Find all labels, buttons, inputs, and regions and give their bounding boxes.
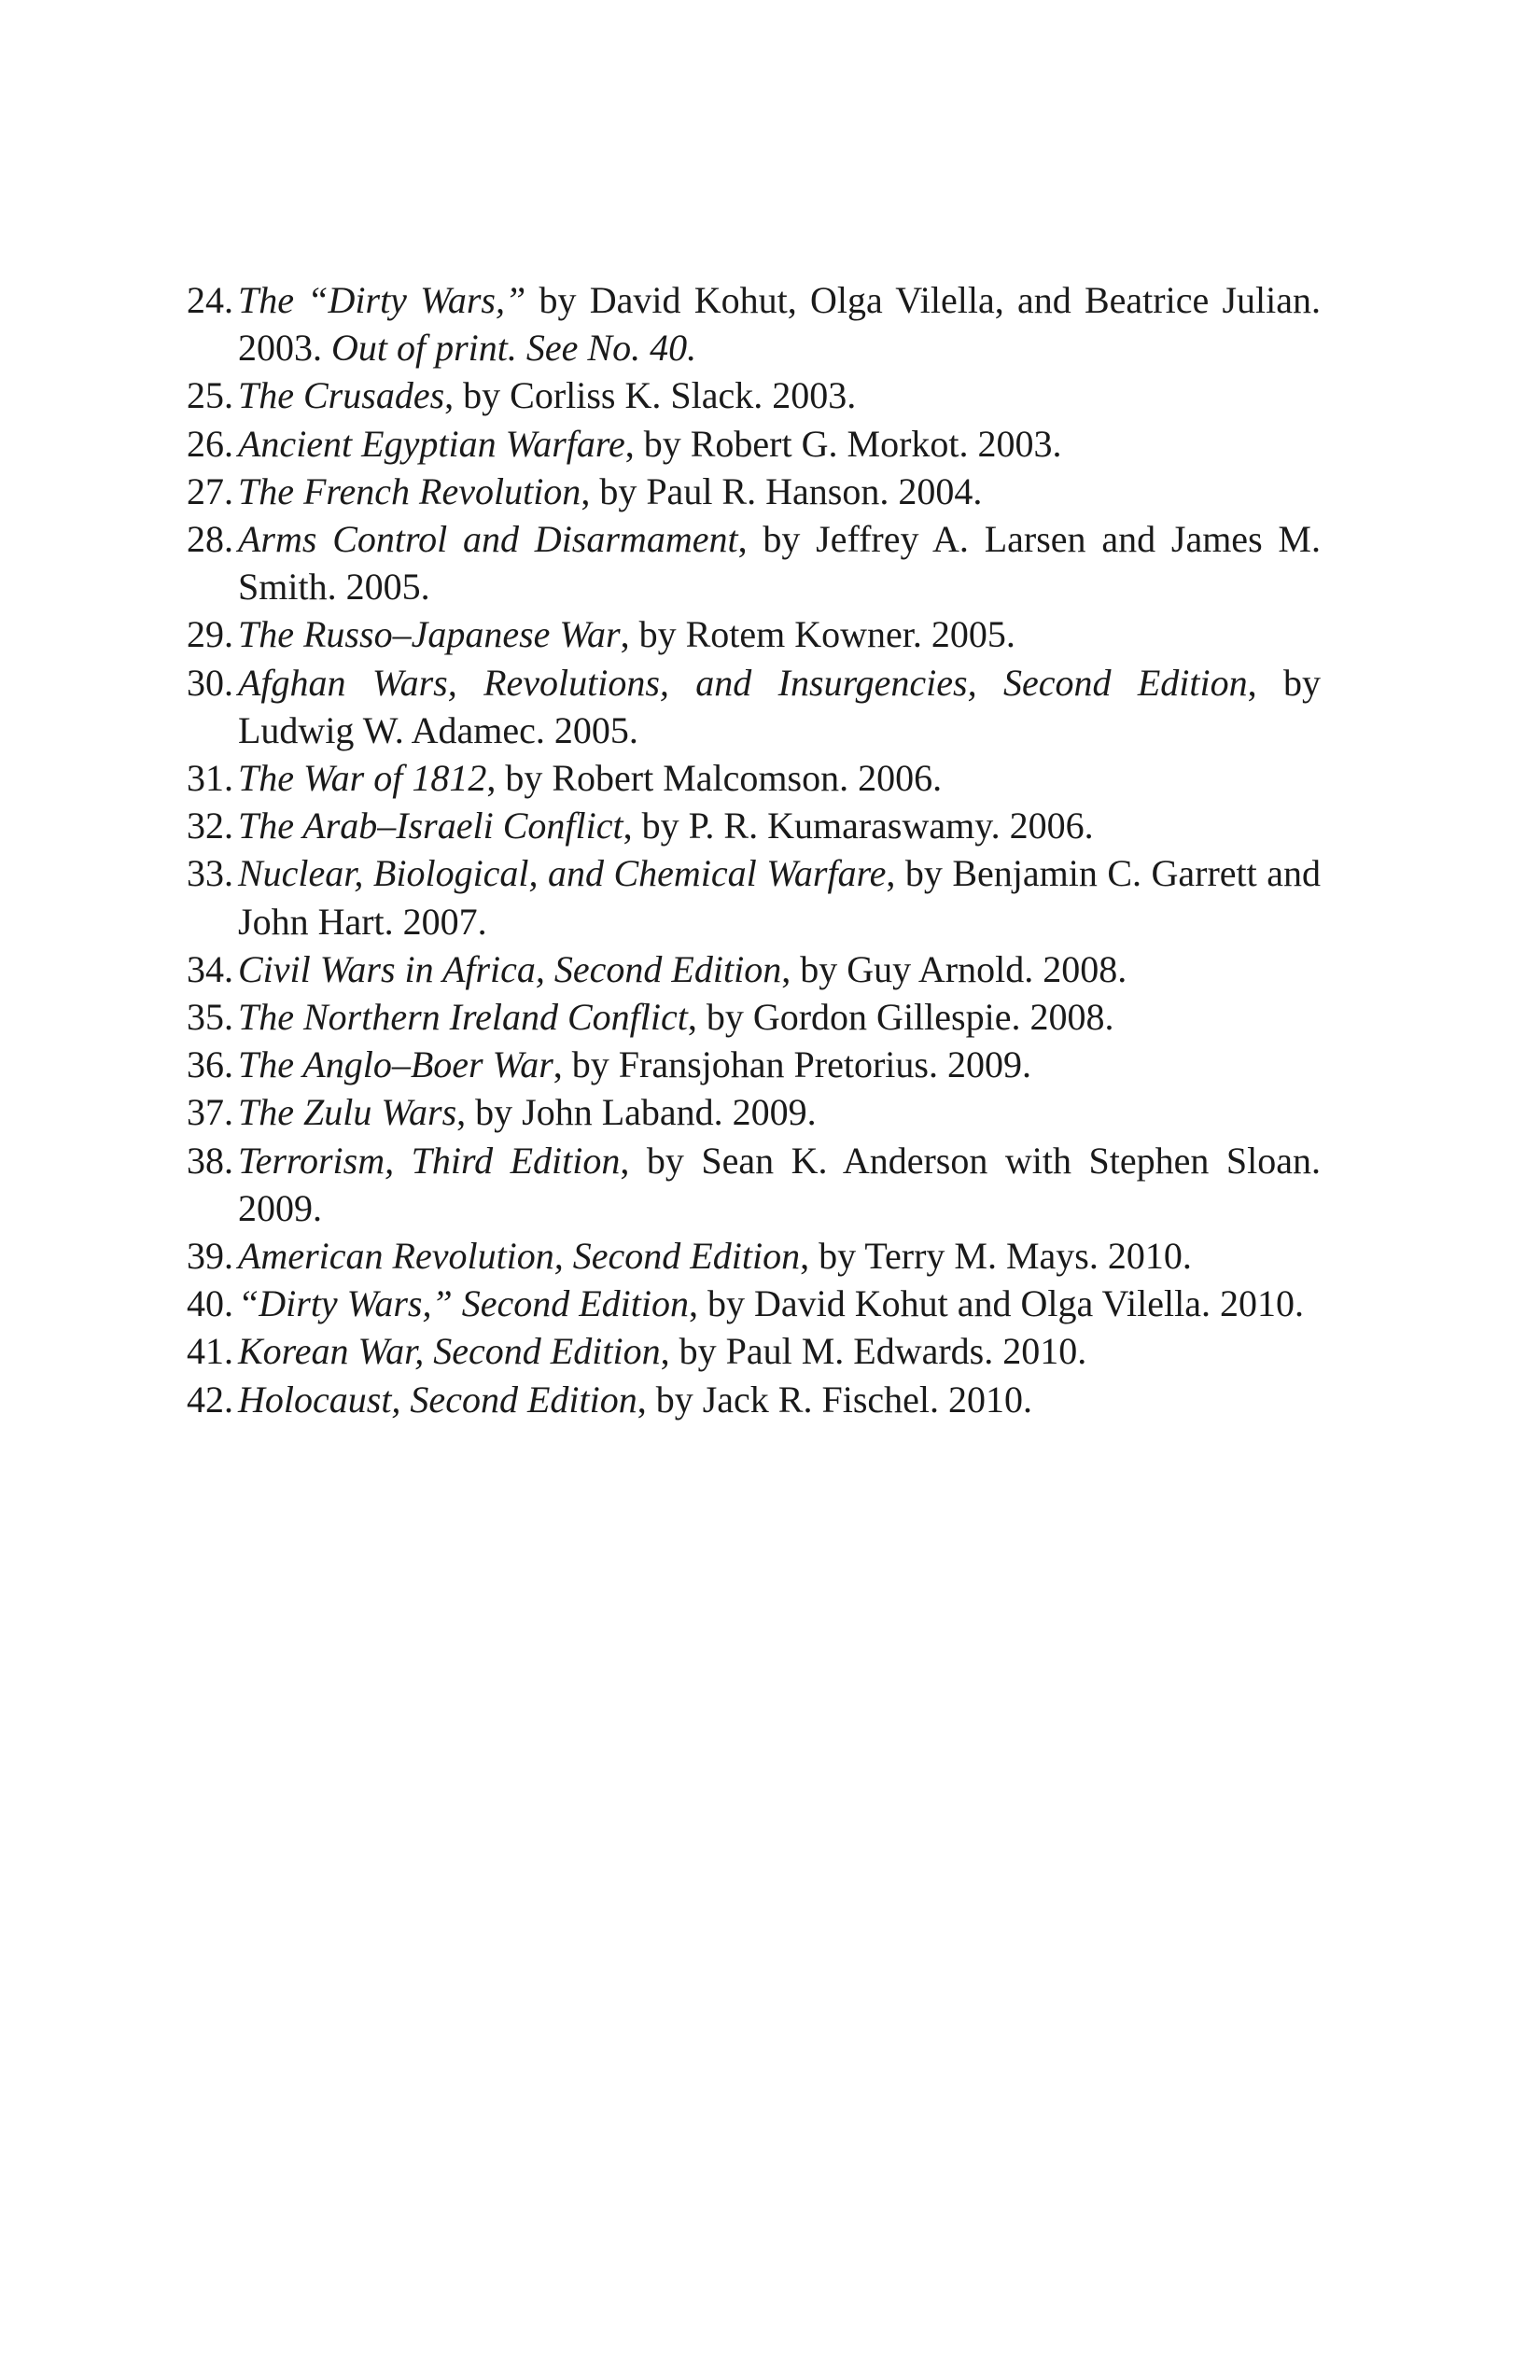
list-item [187,1327,1321,1375]
entry-number: 40. [187,1282,233,1325]
entry-title: The Russo–Japanese War [238,613,621,656]
list-item [187,1280,1321,1327]
entry-number: 26. [187,422,233,465]
list-item [187,1137,1321,1232]
series-list [187,276,1321,1423]
list-item [187,1376,1321,1423]
entry-number: 28. [187,518,233,561]
entry-details: , by Paul R. Hanson. 2004. [581,469,983,512]
list-item [187,945,1321,993]
list-item [187,849,1321,945]
entry-title: The Arab–Israeli Conflict [238,805,623,847]
entry-details: , by Guy Arnold. 2008. [781,947,1127,990]
entry-number: 38. [187,1139,233,1182]
entry-number: 34. [187,947,233,990]
entry-note: Out of print. See No. 40. [331,327,697,370]
entry-number: 32. [187,805,233,847]
entry-details: , by Ludwig W. Adamec. 2005. [238,661,1321,751]
entry-title: Nuclear, Biological, and Chemical Warfare [238,852,887,895]
entry-details: , by Benjamin C. Garrett and John Hart. 2007. [238,852,1321,943]
entry-details: , by Sean K. Anderson with Stephen Sloan. 2009. [238,1139,1321,1229]
entry-title: The “Dirty Wars,” [238,279,526,321]
list-item [187,659,1321,754]
entry-details: , by P. R. Kumaraswamy. 2006. [623,805,1094,847]
entry-number: 35. [187,996,233,1039]
entry-number: 27. [187,469,233,512]
entry-number: 24. [187,279,233,321]
entry-title: American Revolution, Second Edition [238,1235,801,1278]
entry-title: Ancient Egyptian Warfare [238,422,625,465]
entry-details: , by David Kohut and Olga Vilella. 2010. [689,1282,1304,1325]
entry-title: Arms Control and Disarmament [238,518,738,561]
entry-title: “Dirty Wars,” Second Edition [238,1282,689,1325]
list-item [187,276,1321,371]
list-item [187,1232,1321,1280]
entry-title: The Northern Ireland Conflict [238,996,688,1039]
entry-number: 29. [187,613,233,656]
entry-details: by David Kohut, Olga Vilella, and Beatrice Julian. 2003. [238,279,1321,370]
entry-title: The War of 1812 [238,757,487,800]
entry-number: 41. [187,1330,233,1373]
entry-title: Terrorism, Third Edition [238,1139,621,1182]
list-item [187,610,1321,658]
entry-details: , by Terry M. Mays. 2010. [800,1235,1192,1278]
entry-title: The Crusades [238,374,445,417]
entry-number: 36. [187,1043,233,1086]
entry-number: 33. [187,852,233,895]
list-item [187,468,1321,515]
entry-number: 37. [187,1091,233,1134]
entry-number: 25. [187,374,233,417]
entry-details: , by Jack R. Fischel. 2010. [637,1378,1033,1421]
entry-details: , by Corliss K. Slack. 2003. [444,374,857,417]
entry-title: Afghan Wars, Revolutions, and Insurgencies, Second Edition [238,661,1248,704]
entry-number: 30. [187,661,233,704]
list-item [187,802,1321,849]
entry-title: The French Revolution [238,469,581,512]
entry-number: 39. [187,1235,233,1278]
entry-details: , by Gordon Gillespie. 2008. [687,996,1114,1039]
entry-title: The Zulu Wars [238,1091,457,1134]
entry-number: 31. [187,757,233,800]
list-item [187,1041,1321,1088]
list-item [187,754,1321,802]
list-item [187,515,1321,610]
list-item [187,371,1321,419]
entry-number: 42. [187,1378,233,1421]
entry-title: Civil Wars in Africa, Second Edition [238,947,782,990]
entry-title: The Anglo–Boer War [238,1043,553,1086]
entry-details: , by John Laband. 2009. [456,1091,817,1134]
entry-details: , by Robert G. Morkot. 2003. [624,422,1062,465]
list-item [187,420,1321,468]
list-item [187,1088,1321,1136]
entry-details: , by Jeffrey A. Larsen and James M. Smith. 2005. [238,518,1321,609]
entry-title: Korean War, Second Edition [238,1330,661,1373]
list-item [187,993,1321,1041]
entry-details: , by Fransjohan Pretorius. 2009. [553,1043,1031,1086]
entry-title: Holocaust, Second Edition [238,1378,637,1421]
entry-details: , by Paul M. Edwards. 2010. [660,1330,1087,1373]
entry-details: , by Rotem Kowner. 2005. [620,613,1015,656]
entry-details: , by Robert Malcomson. 2006. [486,757,943,800]
